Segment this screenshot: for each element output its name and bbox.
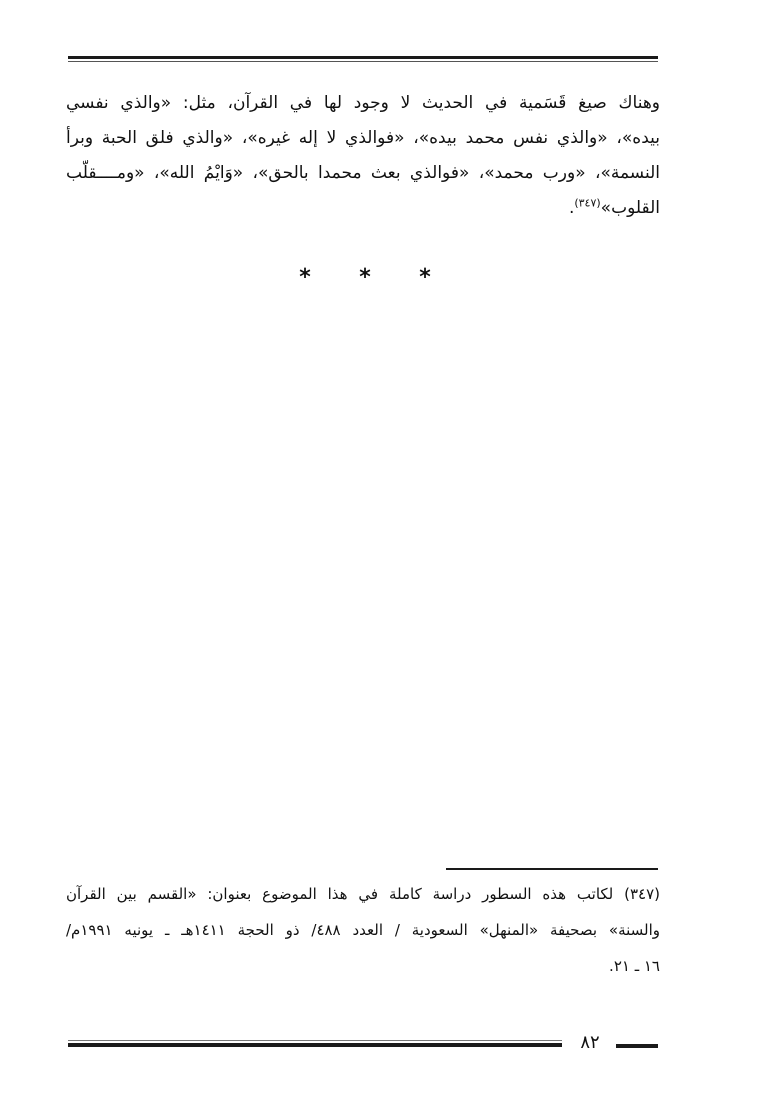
paragraph-line-4 [66,191,660,226]
main-paragraph [66,86,660,226]
separator-star: * [359,264,371,290]
header-rule-thick [68,56,658,59]
page-number: ٨٢ [580,1032,600,1053]
separator-star: * [419,264,431,290]
paragraph-line-3: النسمة»، «ورب محمد»، «فوالذي بعث محمدا بالحق»، «وَايْمُ الله»، «ومــــقلّب [66,163,660,183]
footnote-rule [446,868,658,870]
footer [68,1032,658,1054]
section-separator [290,262,440,292]
separator-star: * [299,264,311,290]
paragraph-line-2: بيده»، «والذي نفس محمد بيده»، «فوالذي لا إله غيره»، «والذي فلق الحبة وبرأ [66,128,660,148]
header-rule [68,56,658,62]
footnote [66,876,660,984]
paragraph-line-1: وهناك صيغ قَسَمية في الحديث لا وجود لها في القرآن، مثل: «والذي نفسي [66,93,660,113]
header-rule-thin [68,61,658,62]
footnote-line-1: (٣٤٧) لكاتب هذه السطور دراسة كاملة في هذا الموضوع بعنوان: «القسم بين القرآن [66,885,660,903]
footer-rule-thin [68,1040,562,1041]
footnote-line-3: ١٦ ـ ٢١. [609,957,660,975]
footnote-line-2: والسنة» بصحيفة «المنهل» السعودية / العدد ٤٨٨/ ذو الحجة ١٤١١هـ ـ يونيه ١٩٩١م/ [66,921,660,939]
footer-rule-right [616,1044,658,1048]
paragraph-end-punct: . [568,198,575,218]
footnote-reference: (٣٤٧) [574,196,601,210]
footer-rule-left [68,1043,562,1047]
paragraph-line-4-text: القلوب» [600,198,660,218]
